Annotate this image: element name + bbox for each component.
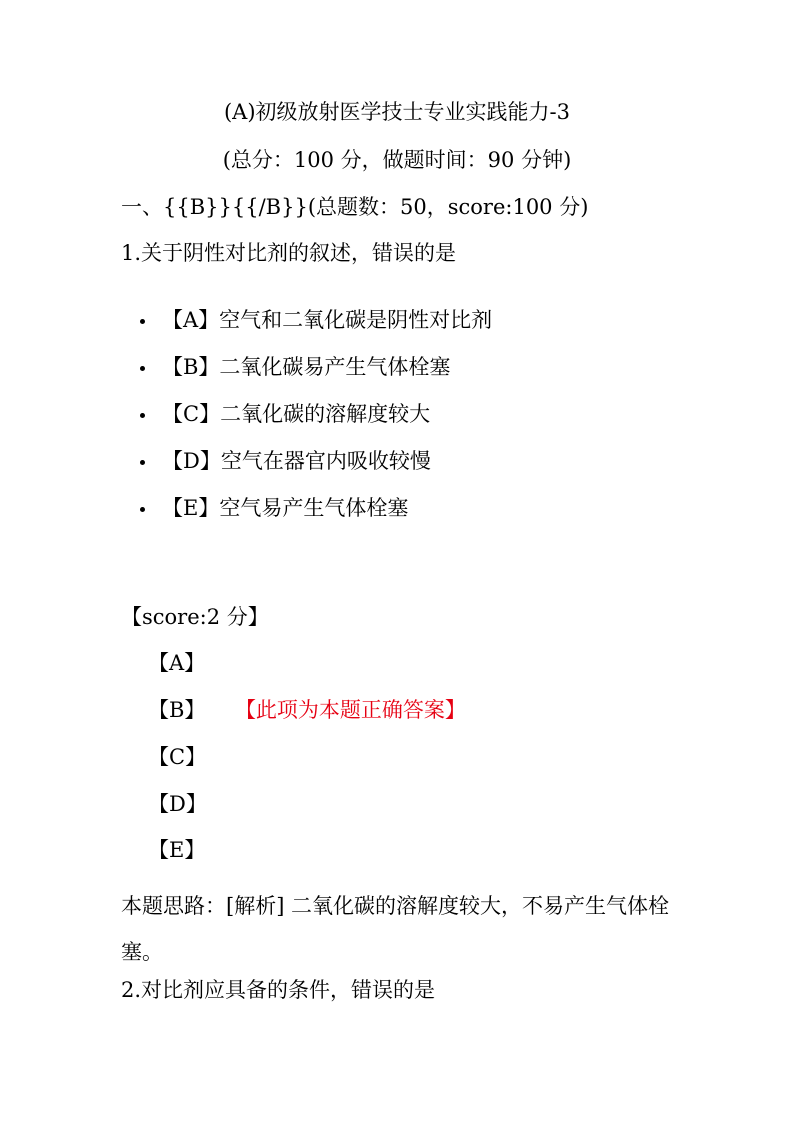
answer-row-c	[148, 747, 206, 768]
bullet-icon	[140, 460, 145, 465]
answer-row-a	[148, 653, 205, 674]
answer-letter: 【A】	[148, 651, 206, 675]
bullet-icon	[140, 413, 145, 418]
answer-row-d	[148, 794, 207, 815]
answer-letter: 【D】	[148, 792, 207, 816]
answer-letter: 【C】	[148, 745, 207, 769]
question-1-score: 【score:2 分】	[121, 605, 269, 629]
question-1-explanation: 本题思路：[解析] 二氧化碳的溶解度较大，不易产生气体栓塞。	[121, 894, 670, 964]
document-subtitle: (总分：100 分，做题时间：90 分钟)	[222, 148, 572, 172]
option-b-text: 【B】二氧化碳易产生气体栓塞	[162, 355, 451, 379]
option-b	[140, 355, 492, 402]
correct-answer-marker: 【此项为本题正确答案】	[245, 698, 466, 722]
option-a	[140, 308, 492, 355]
bullet-icon	[140, 319, 145, 324]
option-d	[140, 449, 492, 496]
section-header: 一、{{B}}{{/B}}(总题数：50，score:100 分)	[121, 195, 589, 219]
bullet-icon	[140, 366, 145, 371]
answer-row-e	[148, 840, 205, 861]
option-c	[140, 402, 492, 449]
option-e	[140, 496, 492, 543]
option-d-text: 【D】空气在器官内吸收较慢	[162, 449, 431, 473]
document-title: (A)初级放射医学技士专业实践能力-3	[223, 100, 570, 124]
answer-row-b	[148, 700, 466, 721]
bullet-icon	[140, 507, 145, 512]
option-c-text: 【C】二氧化碳的溶解度较大	[162, 402, 431, 426]
answer-letter: 【E】	[148, 838, 206, 862]
question-1-stem: 1.关于阴性对比剂的叙述，错误的是	[121, 241, 457, 265]
question-1-options	[140, 308, 492, 543]
question-2-stem: 2.对比剂应具备的条件，错误的是	[121, 978, 436, 1002]
option-e-text: 【E】空气易产生气体栓塞	[162, 496, 409, 520]
answer-letter: 【B】	[148, 698, 206, 722]
option-a-text: 【A】空气和二氧化碳是阴性对比剂	[162, 308, 493, 332]
